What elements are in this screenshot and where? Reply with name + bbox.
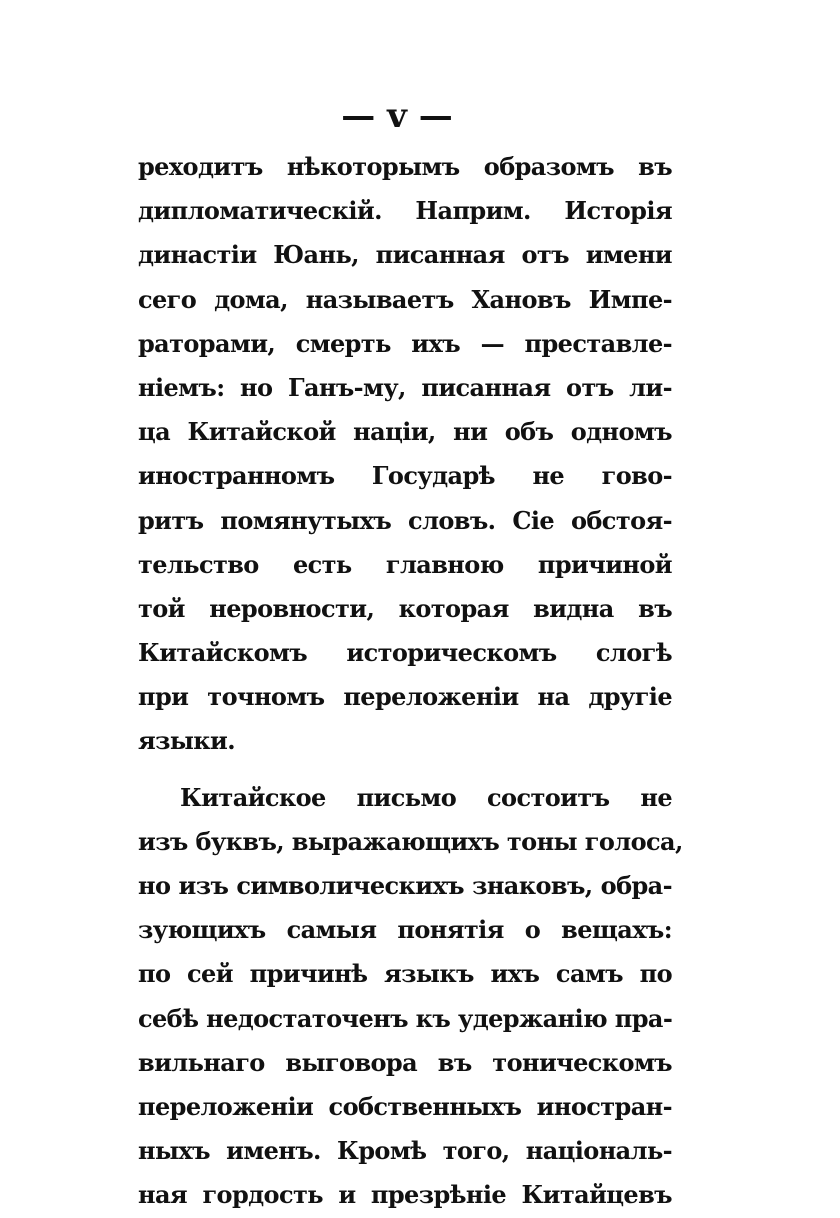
text-line: по сей причинѣ языкъ ихъ самъ по bbox=[138, 959, 672, 989]
text-line: зующихъ самыя понятія о вещахъ: bbox=[138, 915, 672, 945]
text-line: ритъ помянутыхъ словъ. Сіе обстоя- bbox=[138, 505, 672, 535]
text-line: но изъ символическихъ знаковъ, обра- bbox=[138, 871, 672, 900]
paragraph-2 bbox=[138, 776, 683, 1218]
text-line: сего дома, называетъ Хановъ Импе- bbox=[138, 284, 672, 314]
text-line: ца Китайской націи, ни объ одномъ bbox=[138, 417, 672, 447]
text-line: изъ буквъ, выражающихъ тоны голоса, bbox=[138, 826, 683, 856]
text-line: языки. bbox=[138, 726, 235, 756]
body-text bbox=[138, 145, 683, 1218]
text-line: ныхъ именъ. Кромѣ того, національ- bbox=[138, 1136, 672, 1166]
text-line: переложеніи собственныхъ иностран- bbox=[138, 1091, 672, 1121]
text-line: дипломатическій. Наприм. Исторія bbox=[138, 196, 672, 226]
text-line: Китайскомъ историческомъ слогѣ bbox=[138, 638, 672, 668]
text-line: династіи Юань, писанная отъ имени bbox=[138, 240, 672, 270]
paragraph-1 bbox=[138, 145, 672, 764]
text-line: Китайское письмо состоитъ не bbox=[180, 782, 672, 812]
text-line: ніемъ: но Ганъ-му, писанная отъ ли- bbox=[138, 372, 672, 402]
text-line: реходитъ нѣкоторымъ образомъ въ bbox=[138, 152, 672, 181]
text-line: иностранномъ Государѣ не гово- bbox=[138, 461, 672, 491]
text-line: раторами, смерть ихъ — преставле- bbox=[138, 328, 672, 358]
text-line: при точномъ переложеніи на другіе bbox=[138, 682, 672, 712]
text-line: ная гордость и презрѣніе Китайцевъ bbox=[138, 1180, 672, 1210]
text-line: вильнаго выговора въ тоническомъ bbox=[138, 1047, 672, 1077]
text-line: тельство есть главною причиной bbox=[138, 549, 672, 579]
page-number: — v — bbox=[341, 96, 453, 136]
paragraph-gap bbox=[138, 764, 672, 776]
text-line: той неровности, которая видна въ bbox=[138, 593, 672, 623]
text-line: себѣ недостаточенъ къ удержанію пра- bbox=[138, 1003, 673, 1033]
